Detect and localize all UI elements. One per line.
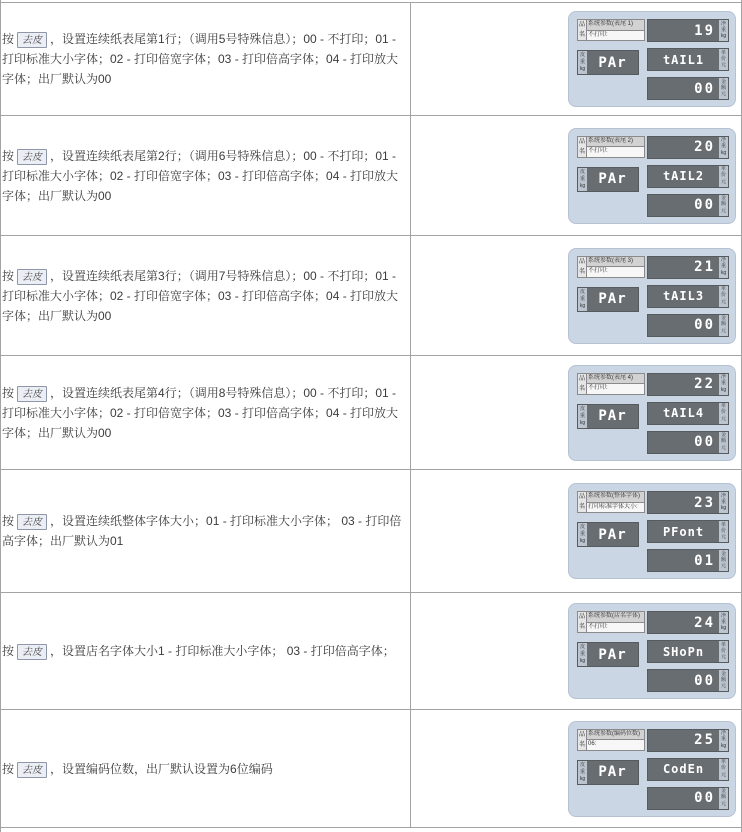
price-display [647, 285, 729, 308]
weight-display-strip: 净 重 kg [720, 730, 727, 749]
weight-display-value: 21 [694, 259, 715, 275]
tare-display-strip: 皮 重 kg [579, 761, 586, 782]
name-char-2: 名 [578, 504, 585, 510]
amount-display-value: 00 [694, 317, 715, 333]
price-display-value: tAIL2 [662, 169, 705, 183]
panel-left-section [577, 373, 645, 454]
tare-display [577, 522, 639, 547]
description-prefix: 按 [2, 268, 15, 283]
header-lines [587, 729, 645, 751]
table-row [1, 116, 741, 236]
panel-left-section [577, 19, 645, 100]
panel-right-section [647, 136, 729, 217]
panel-cell [411, 236, 741, 355]
header-value: 不打印: [587, 147, 645, 158]
tare-button[interactable]: 去皮 [17, 644, 47, 660]
panel-header [577, 373, 645, 395]
header-title: 系统参数(编码位数) [587, 729, 645, 741]
tare-display-value: PAr [598, 171, 627, 187]
setting-description [2, 29, 404, 89]
amount-display-strip: 金 额 元 [720, 315, 726, 334]
tare-display [577, 760, 639, 785]
amount-display-value: 00 [694, 790, 715, 806]
setting-description [2, 511, 404, 551]
name-char-1: 品 [578, 614, 585, 620]
tare-display [577, 50, 639, 75]
weight-display [647, 491, 729, 514]
price-display-strip: 单 价 元 [720, 641, 726, 661]
description-text: ，设置连续纸表尾第3行；（调用7号特殊信息）；00 - 不打印；01 - 打印标准大小字体；02 - 打印倍宽字体；03 - 打印倍高字体；04 - 打印放大字体；出厂默认为00 [2, 268, 399, 323]
panel-header [577, 256, 645, 278]
tare-display [577, 642, 639, 667]
description-text: ，设置店名字体大小1 - 打印标准大小字体； 03 - 打印倍高字体； [50, 644, 395, 658]
panel-left-section [577, 256, 645, 337]
amount-display [647, 77, 729, 100]
amount-display-value: 01 [694, 552, 715, 569]
device-panel [568, 11, 736, 107]
weight-display-strip: 净 重 kg [720, 492, 727, 512]
header-lines [587, 611, 645, 633]
weight-display [647, 373, 729, 396]
description-text: ，设置连续纸整体字体大小；01 - 打印标准大小字体； 03 - 打印倍高字体；出厂默认为01 [2, 514, 402, 548]
setting-description [2, 759, 273, 779]
setting-description-cell [1, 116, 411, 235]
header-lines [587, 19, 645, 41]
tare-display-strip: 皮 重 kg [579, 405, 586, 426]
header-title: 系统参数(店名字体) [587, 611, 645, 623]
description-text: ，设置连续纸表尾第2行；（调用6号特殊信息）；00 - 不打印；01 - 打印标准大小字体；02 - 打印倍宽字体；03 - 打印倍高字体；04 - 打印放大字体；出厂默认为00 [2, 148, 399, 203]
price-display-strip: 单 价 元 [720, 521, 726, 541]
setting-description-cell [1, 3, 411, 115]
panel-right-section [647, 19, 729, 100]
panel-cell [411, 710, 741, 827]
panel-left-section [577, 611, 645, 692]
weight-display-value: 25 [694, 732, 715, 748]
panel-right-section [647, 373, 729, 454]
description-prefix: 按 [2, 385, 15, 400]
tare-button[interactable]: 去皮 [17, 269, 47, 285]
amount-display-value: 00 [694, 434, 715, 450]
name-char-2: 名 [578, 741, 585, 748]
name-char-1: 品 [578, 258, 585, 265]
tare-display-strip: 皮 重 kg [579, 524, 586, 544]
name-label-box [577, 256, 587, 278]
setting-description-cell [1, 710, 411, 827]
weight-display [647, 136, 729, 159]
name-label-box [577, 136, 587, 158]
price-display [647, 165, 729, 188]
weight-display-strip: 净 重 kg [720, 374, 727, 393]
weight-display [647, 729, 729, 752]
tare-display-strip: 皮 重 kg [579, 52, 586, 72]
panel-header [577, 19, 645, 41]
device-panel [568, 483, 736, 579]
header-title: 系统参数(表尾 4) [587, 373, 645, 385]
header-lines [587, 256, 645, 278]
setting-description-cell [1, 356, 411, 469]
table-row [1, 236, 741, 356]
amount-display [647, 194, 729, 217]
header-value: 不打印: [587, 623, 645, 634]
price-display-value: PFont [662, 524, 705, 539]
device-panel [568, 248, 736, 344]
panel-right-section [647, 611, 729, 692]
name-char-2: 名 [578, 385, 585, 392]
tare-display-strip: 皮 重 kg [579, 288, 586, 309]
tare-button[interactable]: 去皮 [17, 762, 47, 778]
amount-display-value: 00 [694, 80, 715, 97]
tare-display [577, 167, 639, 192]
price-display-strip: 单 价 元 [720, 49, 726, 69]
description-text: ，设置编码位数，出厂默认设置为6位编码 [50, 761, 273, 776]
weight-display [647, 19, 729, 42]
name-label-box [577, 729, 587, 751]
tare-display [577, 404, 639, 429]
name-char-2: 名 [578, 624, 585, 630]
name-label-box [577, 19, 587, 41]
panel-cell [411, 3, 741, 115]
tare-display-value: PAr [598, 764, 627, 780]
setting-description-cell [1, 470, 411, 592]
tare-button[interactable]: 去皮 [17, 386, 47, 402]
amount-display-strip: 金 额 元 [720, 432, 726, 451]
amount-display [647, 431, 729, 454]
price-display-strip: 单 价 元 [720, 286, 726, 305]
panel-right-section [647, 729, 729, 810]
panel-left-section [577, 729, 645, 810]
setting-description-cell [1, 236, 411, 355]
tare-display-strip: 皮 重 kg [579, 644, 586, 664]
table-bottom-sliver [1, 828, 741, 832]
panel-header [577, 136, 645, 158]
table-row [1, 593, 741, 710]
price-display-value: tAIL3 [662, 289, 705, 303]
setting-description [2, 146, 404, 206]
weight-display-strip: 净 重 kg [720, 137, 727, 156]
setting-description [2, 266, 404, 326]
price-display-value: tAIL4 [662, 406, 705, 420]
price-display-value: SHoPn [662, 644, 705, 659]
price-display [647, 758, 729, 781]
header-value: 打印标准字体大小: [587, 503, 645, 514]
amount-display [647, 669, 729, 692]
price-display-strip: 单 价 元 [720, 403, 726, 422]
panel-cell [411, 593, 741, 709]
weight-display-value: 19 [694, 22, 715, 39]
name-char-1: 品 [578, 494, 585, 500]
panel-cell [411, 356, 741, 469]
setting-description [2, 383, 404, 443]
weight-display-value: 22 [694, 376, 715, 392]
header-value: 不打印: [587, 267, 645, 278]
header-title: 系统参数(表尾 3) [587, 256, 645, 268]
tare-display-value: PAr [598, 526, 627, 543]
table-row [1, 470, 741, 593]
header-title: 系统参数(整体字体) [587, 491, 645, 503]
setting-description [2, 641, 395, 661]
weight-display-strip: 净 重 kg [720, 20, 727, 40]
amount-display-value: 00 [694, 672, 715, 689]
header-title: 系统参数(表尾 2) [587, 136, 645, 148]
header-title: 系统参数(表尾 1) [587, 19, 645, 31]
name-label-box [577, 491, 587, 513]
price-display [647, 48, 729, 71]
table-row [1, 3, 741, 116]
name-label-box [577, 373, 587, 395]
description-text: ，设置连续纸表尾第1行；（调用5号特殊信息）；00 - 不打印；01 - 打印标准大小字体；02 - 打印倍宽字体；03 - 打印倍高字体；04 - 打印放大字体；出厂默认为00 [2, 32, 399, 86]
tare-display-value: PAr [598, 54, 627, 71]
weight-display-value: 20 [694, 139, 715, 155]
device-panel [568, 721, 736, 817]
amount-display-strip: 金 额 元 [720, 550, 726, 570]
panel-header [577, 729, 645, 751]
description-prefix: 按 [2, 761, 15, 776]
table-row [1, 710, 741, 828]
name-char-1: 品 [578, 22, 585, 28]
panel-cell [411, 116, 741, 235]
description-text: ，设置连续纸表尾第4行；（调用8号特殊信息）；00 - 不打印；01 - 打印标准大小字体；02 - 打印倍宽字体；03 - 打印倍高字体；04 - 打印放大字体；出厂默认为00 [2, 385, 399, 440]
weight-display-strip: 净 重 kg [720, 612, 727, 632]
name-char-2: 名 [578, 268, 585, 275]
panel-left-section [577, 136, 645, 217]
amount-display-strip: 金 额 元 [720, 670, 726, 690]
panel-right-section [647, 491, 729, 572]
header-value: 06: [587, 740, 645, 751]
panel-cell [411, 470, 741, 592]
name-char-1: 品 [578, 375, 585, 382]
tare-display-value: PAr [598, 291, 627, 307]
price-display-value: CodEn [662, 762, 705, 776]
description-prefix: 按 [2, 32, 15, 46]
name-label-box [577, 611, 587, 633]
amount-display [647, 787, 729, 810]
description-prefix: 按 [2, 148, 15, 163]
description-prefix: 按 [2, 514, 15, 528]
device-panel [568, 603, 736, 699]
amount-display [647, 549, 729, 572]
weight-display [647, 256, 729, 279]
description-prefix: 按 [2, 644, 15, 658]
amount-display-strip: 金 额 元 [720, 195, 726, 214]
amount-display-strip: 金 额 元 [720, 788, 726, 807]
header-value: 不打印: [587, 31, 645, 42]
panel-header [577, 491, 645, 513]
tare-display-value: PAr [598, 408, 627, 424]
tare-display-value: PAr [598, 646, 627, 663]
panel-header [577, 611, 645, 633]
tare-button[interactable]: 去皮 [17, 514, 47, 530]
amount-display-value: 00 [694, 197, 715, 213]
header-lines [587, 136, 645, 158]
panel-left-section [577, 491, 645, 572]
table-row [1, 356, 741, 470]
header-lines [587, 373, 645, 395]
device-panel [568, 128, 736, 224]
weight-display [647, 611, 729, 634]
tare-button[interactable]: 去皮 [17, 149, 47, 165]
tare-display-strip: 皮 重 kg [579, 168, 586, 189]
name-char-2: 名 [578, 32, 585, 38]
tare-button[interactable]: 去皮 [17, 32, 47, 48]
amount-display [647, 314, 729, 337]
weight-display-value: 23 [694, 494, 715, 511]
weight-display-strip: 净 重 kg [720, 257, 727, 276]
price-display [647, 640, 729, 663]
price-display-strip: 单 价 元 [720, 166, 726, 185]
price-display [647, 402, 729, 425]
amount-display-strip: 金 额 元 [720, 78, 726, 98]
header-value: 不打印: [587, 384, 645, 395]
device-panel [568, 365, 736, 461]
header-lines [587, 491, 645, 513]
price-display-value: tAIL1 [662, 52, 705, 67]
name-char-2: 名 [578, 148, 585, 155]
price-display [647, 520, 729, 543]
panel-right-section [647, 256, 729, 337]
name-char-1: 品 [578, 138, 585, 145]
weight-display-value: 24 [694, 614, 715, 631]
setting-description-cell [1, 593, 411, 709]
name-char-1: 品 [578, 731, 585, 738]
tare-display [577, 287, 639, 312]
price-display-strip: 单 价 元 [720, 759, 726, 778]
